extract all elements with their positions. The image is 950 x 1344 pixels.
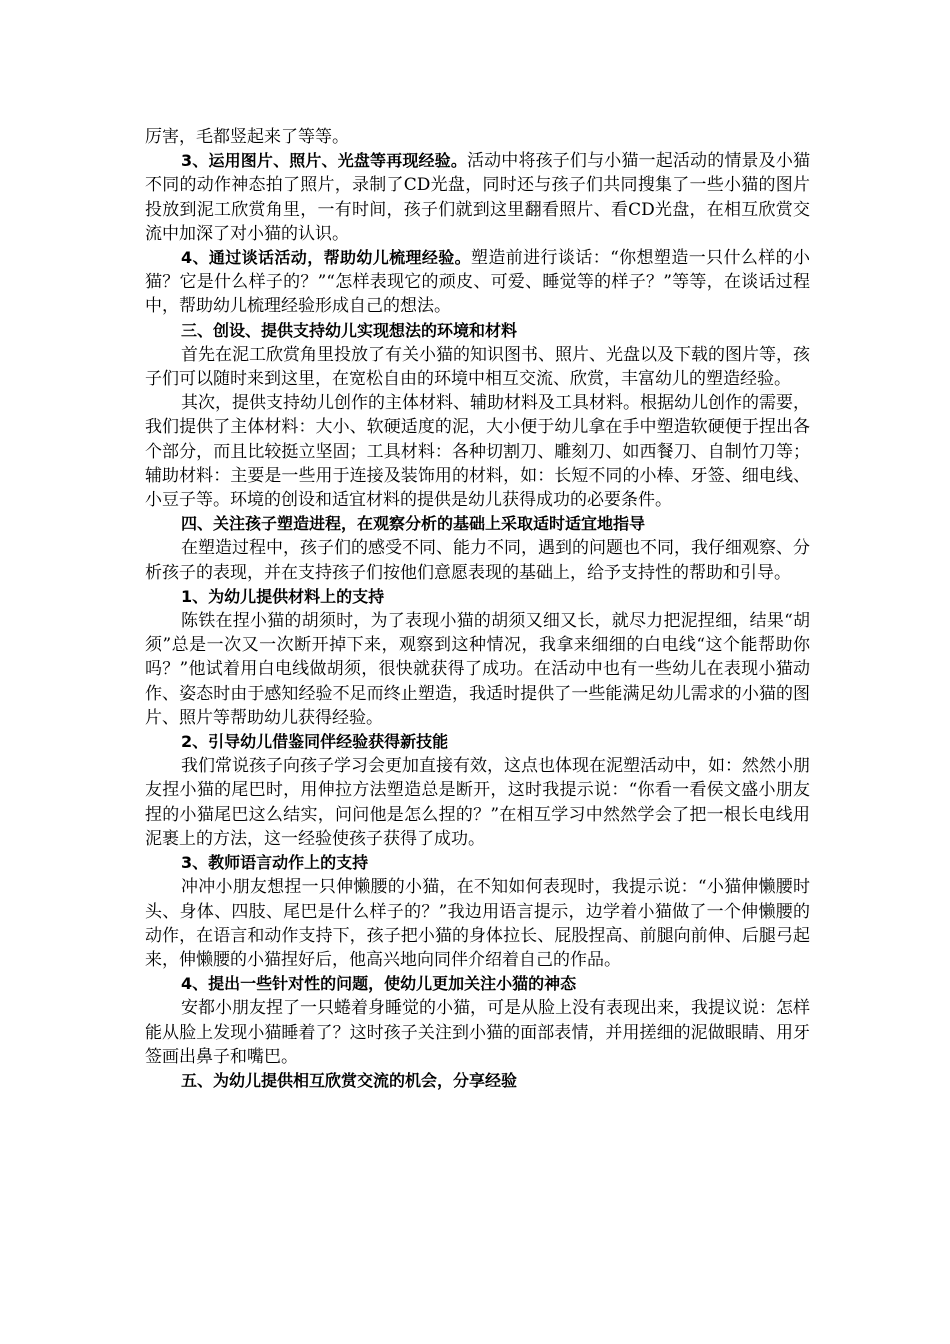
paragraph-2-lead: 3、运用图片、照片、光盘等再现经验。 xyxy=(181,151,467,171)
paragraph-2-text: 活动中将孩子们与小猫一起活动的情景及小猫不同的动作神态拍了照片，录制了CD光盘，同时还与孩子们共同搜集了一些小猫的图片投放到泥工欣赏角里，一有时间，孩子们就到这里翻看照片、看CD光盘，在相互欣赏交流中加深了对小猫的认识。 xyxy=(145,151,810,244)
paragraph-1: 厉害，毛都竖起来了等等。 xyxy=(145,127,349,147)
subheading-4-1: 1、为幼儿提供材料上的支持 xyxy=(181,586,385,606)
section-heading-4: 四、关注孩子塑造进程，在观察分析的基础上采取适时适宜地指导 xyxy=(181,514,646,534)
subheading-4-4: 4、提出一些针对性的问题，使幼儿更加关注小猫的神态 xyxy=(181,974,577,994)
section-heading-3: 三、创设、提供支持幼儿实现想法的环境和材料 xyxy=(181,320,518,340)
subheading-4-2: 2、引导幼儿借鉴同伴经验获得新技能 xyxy=(181,732,449,752)
paragraph-8: 在塑造过程中，孩子们的感受不同、能力不同，遇到的问题也不同，我仔细观察、分析孩子的表现，并在支持孩子们按他们意愿表现的基础上，给予支持性的帮助和引导。 xyxy=(145,538,810,583)
paragraph-3 xyxy=(145,246,810,319)
paragraph-2 xyxy=(145,149,810,246)
paragraph-10: 陈铁在捏小猫的胡须时，为了表现小猫的胡须又细又长，就尽力把泥捏细，结果“胡须”总是一次又一次断开掉下来，观察到这种情况，我拿来细细的白电线“这个能帮助你吗？”他试着用白电线做胡须，很快就获得了成功。在活动中也有一些幼儿在表现小猫动作、姿态时由于感知经验不足而终止塑造，我适时提供了一些能满足幼儿需求的小猫的图片、照片等帮助幼儿获得经验。 xyxy=(145,611,810,728)
paragraph-6: 其次，提供支持幼儿创作的主体材料、辅助材料及工具材料。根据幼儿创作的需要，我们提供了主体材料：大小、软硬适度的泥，大小便于幼儿拿在手中塑造软硬便于捏出各个部分，而且比较挺立坚固；工具材料：各种切割刀、雕刻刀、如西餐刀、自制竹刀等；辅助材料：主要是一些用于连接及装饰用的材料，如：长短不同的小棒、牙签、细电线、小豆子等。环境的创设和适宜材料的提供是幼儿获得成功的必要条件。 xyxy=(145,393,810,511)
subheading-4-3: 3、教师语言动作上的支持 xyxy=(181,853,369,873)
paragraph-12: 我们常说孩子向孩子学习会更加直接有效，这点也体现在泥塑活动中，如：然然小朋友捏小猫的尾巴时，用伸拉方法塑造总是断开，这时我提示说：“你看一看侯文盛小朋友捏的小猫尾巴这么结实，问问他是怎么捏的？”在相互学习中然然学会了把一根长电线用泥裹上的方法，这一经验使孩子获得了成功。 xyxy=(145,756,810,849)
paragraph-16: 安都小朋友捏了一只蜷着身睡觉的小猫，可是从脸上没有表现出来，我提议说：怎样能从脸上发现小猫睡着了？这时孩子关注到小猫的面部表情，并用搓细的泥做眼睛、用牙签画出鼻子和嘴巴。 xyxy=(145,998,810,1067)
paragraph-3-lead: 4、通过谈话活动，帮助幼儿梳理经验。 xyxy=(181,248,472,268)
section-heading-5: 五、为幼儿提供相互欣赏交流的机会，分享经验 xyxy=(181,1070,518,1090)
paragraph-14: 冲冲小朋友想捏一只伸懒腰的小猫，在不知如何表现时，我提示说：“小猫伸懒腰时头、身体、四肢、尾巴是什么样子的？”我边用语言提示，边学着小猫做了一个伸懒腰的动作，在语言和动作支持下，孩子把小猫的身体拉长、屁股捏高、前腿向前伸、后腿弓起来，伸懒腰的小猫捏好后，他高兴地向同伴介绍着自己的作品。 xyxy=(145,877,810,970)
document-page xyxy=(145,125,810,1093)
paragraph-5: 首先在泥工欣赏角里投放了有关小猫的知识图书、照片、光盘以及下载的图片等，孩子们可以随时来到这里，在宽松自由的环境中相互交流、欣赏，丰富幼儿的塑造经验。 xyxy=(145,344,810,390)
paragraph-3-text: 塑造前进行谈话：“你想塑造一只什么样的小猫？它是什么样子的？”“怎样表现它的顽皮、可爱、睡觉等的样子？”等等，在谈话过程中，帮助幼儿梳理经验形成自己的想法。 xyxy=(145,248,810,317)
